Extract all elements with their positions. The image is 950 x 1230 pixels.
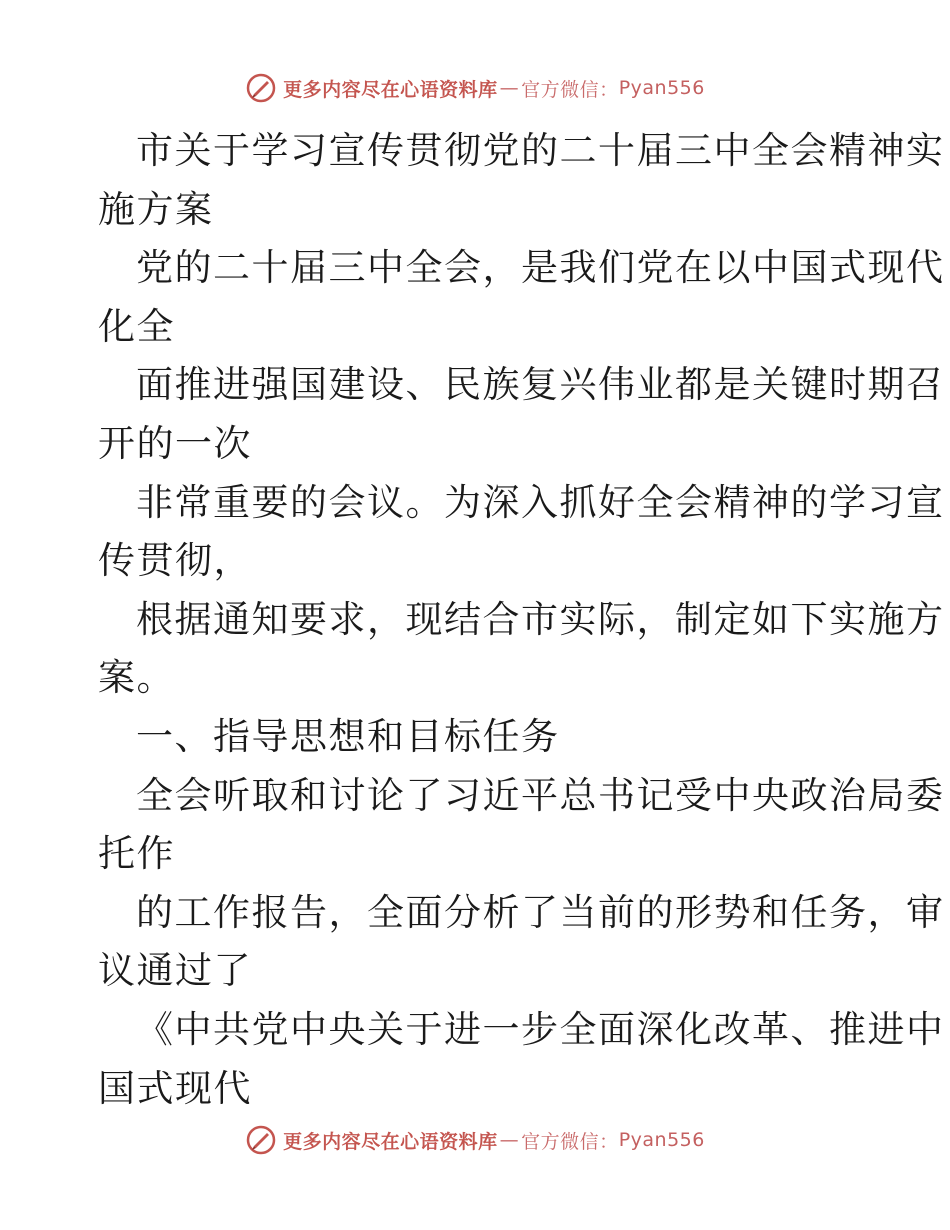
paragraph-line: 的工作报告，全面分析了当前的形势和任务，审 (136, 890, 945, 934)
footer-watermark (0, 1124, 950, 1156)
doc-title-line-1: 市关于学习宣传贯彻党的二十届三中全会精神实 (136, 129, 945, 172)
doc-title-line-2: 施方案 (98, 187, 214, 231)
watermark-account: Pyan556 (618, 77, 705, 99)
paragraph-line: 非常重要的会议。为深入抓好全会精神的学习宣 (136, 480, 945, 524)
paragraph-line: 《中共党中央关于进一步全面深化改革、推进中 (136, 1007, 945, 1051)
paragraph-line: 议通过了 (98, 949, 252, 993)
watermark-label: 官方微信： (521, 78, 619, 101)
watermark-brand: 更多内容尽在心语资料库 (283, 78, 498, 101)
paragraph-line: 案。 (98, 656, 175, 700)
section-heading: 一、指导思想和目标任务 (136, 714, 560, 758)
pen-quill-logo-icon (245, 72, 277, 104)
paragraph-line: 开的一次 (98, 421, 252, 465)
header-watermark (0, 72, 950, 104)
watermark-brand: 更多内容尽在心语资料库 (283, 1130, 498, 1153)
document-body (98, 122, 945, 1118)
watermark-separator: — (499, 1129, 520, 1151)
paragraph-line: 传贯彻， (98, 539, 252, 583)
pen-quill-logo-icon (245, 1124, 277, 1156)
paragraph-line: 托作 (98, 832, 175, 876)
watermark-label: 官方微信： (521, 1130, 619, 1153)
paragraph-line: 党的二十届三中全会，是我们党在以中国式现代 (136, 246, 945, 290)
paragraph-line: 面推进强国建设、民族复兴伟业都是关键时期召 (136, 363, 945, 407)
paragraph-line: 全会听取和讨论了习近平总书记受中央政治局委 (136, 773, 945, 817)
watermark-separator: — (499, 77, 520, 99)
watermark-account: Pyan556 (618, 1129, 705, 1151)
paragraph-line: 根据通知要求，现结合市实际，制定如下实施方 (136, 597, 945, 641)
paragraph-line: 化全 (98, 304, 175, 348)
paragraph-line: 国式现代 (98, 1066, 252, 1110)
